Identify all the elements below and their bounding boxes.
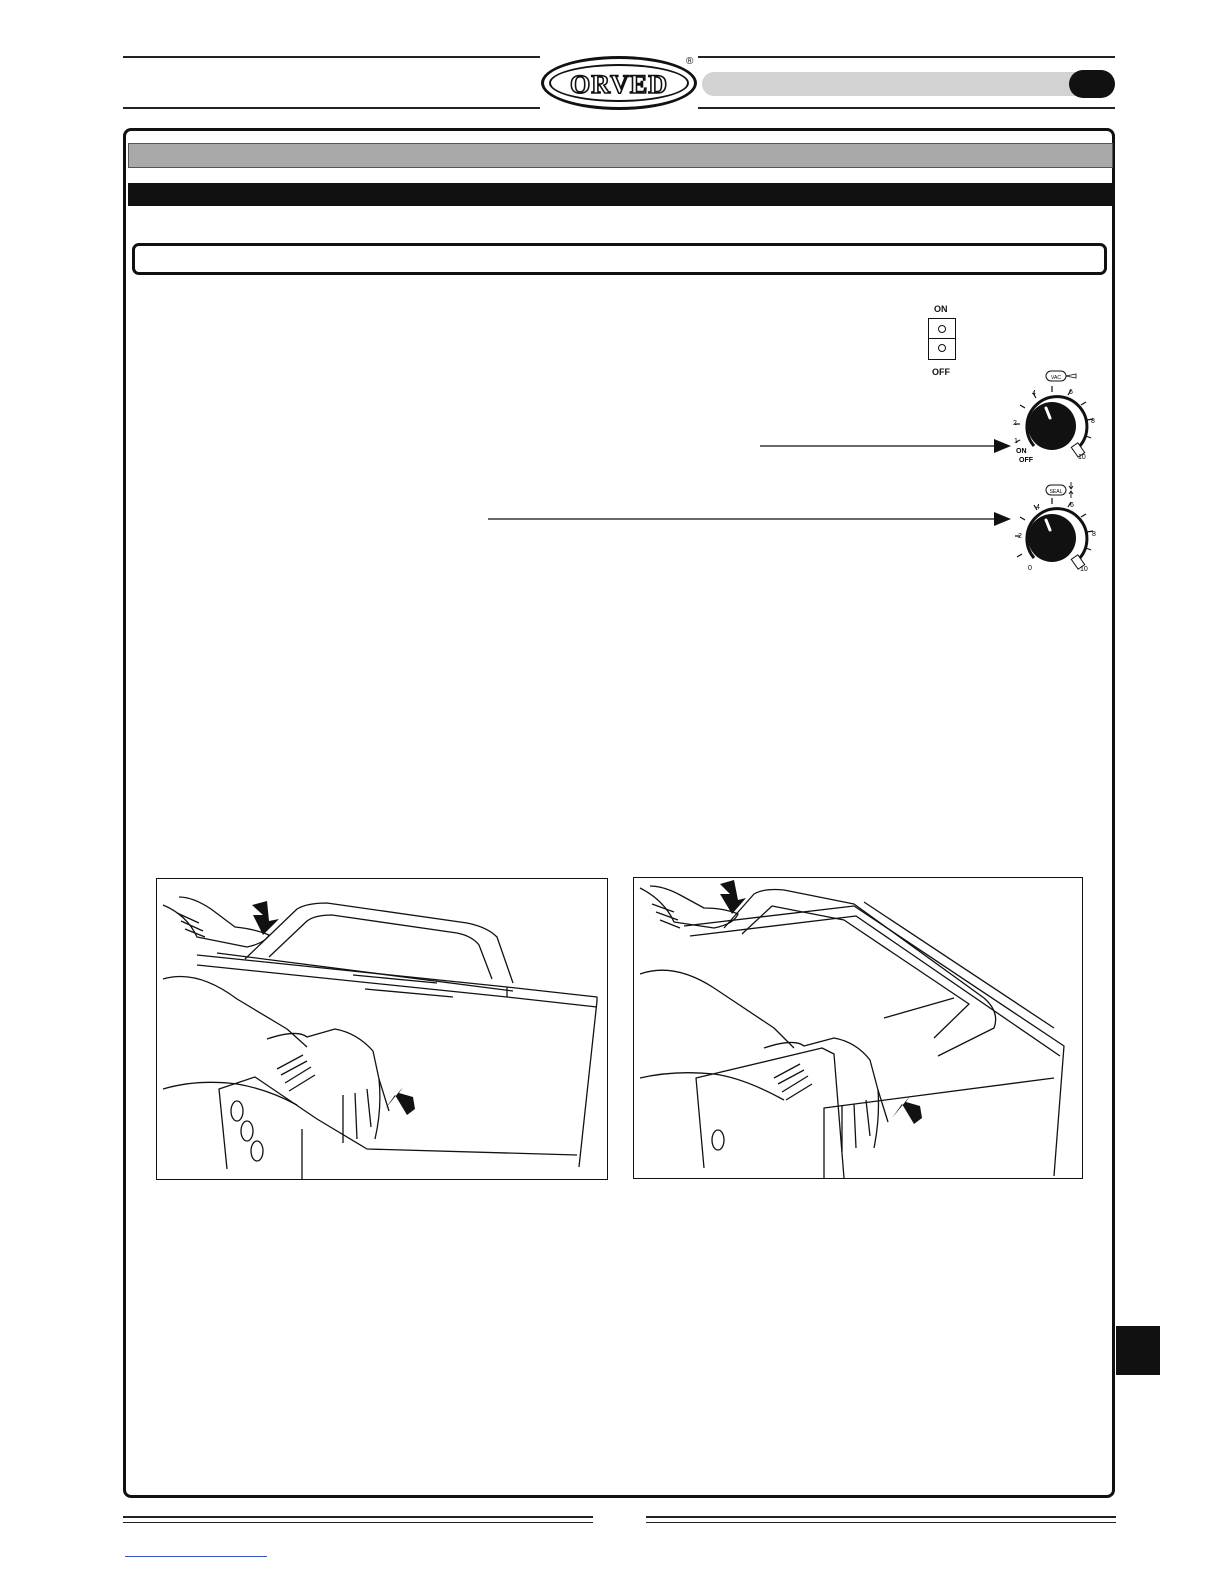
switch-divider [929,338,955,339]
side-section-tab [1116,1326,1160,1375]
vacuum-scale-4: 4 [1032,390,1036,397]
seal-icon-text: SEAL [1049,489,1063,495]
vacuum-knob [1010,368,1106,466]
header-rule-right-top [698,56,1115,58]
hands-icon-right [634,878,1083,1179]
switch-off-dot [938,344,946,352]
power-switch [928,318,956,360]
switch-on-dot [938,325,946,333]
switch-off-label: OFF [932,367,950,377]
vacuum-off-label: OFF [1019,457,1033,464]
header-rule-left-top [123,56,540,58]
vacuum-scale-10: 10 [1078,454,1086,461]
brand-logo-text: ORVED [570,70,668,99]
footer-rule-right-top [646,1516,1116,1518]
section-title-band [128,183,1113,206]
vacuum-scale-2: 2 [1013,420,1017,427]
seal-icon-arrows [1069,482,1073,498]
seal-scale-6: 6 [1070,502,1074,509]
brand-logo [541,56,697,110]
arrow-icon [720,880,746,914]
footer-rule-left-top [123,1516,593,1518]
vacuum-icon-tail [1066,374,1076,378]
seal-scale-2: 2 [1018,533,1022,540]
content-frame [123,128,1115,1498]
vacuum-scale-6: 6 [1069,389,1073,396]
registered-mark: ® [686,56,694,67]
vacuum-scale-1: 1 [1014,438,1018,445]
hands-icon [157,879,608,1180]
seal-knob [1010,480,1106,578]
seal-scale-4: 4 [1036,504,1040,511]
footer-rule-left-bottom [123,1522,593,1523]
footer-rule-right-bottom [646,1522,1116,1523]
chapter-title-band [128,143,1113,168]
vacuum-icon-text: VAC [1051,375,1061,381]
arrow-icon-lower-right [892,1096,922,1124]
seal-pointer-arrow [488,511,1012,527]
header-rule-left-bottom [123,107,540,109]
header-language-pill [1069,70,1115,98]
vacuum-pointer-arrow [760,438,1012,454]
seal-scale-10: 10 [1080,566,1088,573]
seal-scale-8: 8 [1092,531,1096,538]
header-section-bar [702,72,1106,96]
switch-on-label: ON [934,304,948,314]
seal-scale-0: 0 [1028,565,1032,572]
figure-closing-lid-right [633,877,1083,1179]
vacuum-scale-8: 8 [1091,418,1095,425]
footer-link-underline[interactable] [125,1556,267,1557]
header-rule-right-bottom [698,107,1115,109]
vacuum-on-label: ON [1016,448,1027,455]
figure-closing-lid-left [156,878,608,1180]
subsection-title-box [132,243,1107,275]
